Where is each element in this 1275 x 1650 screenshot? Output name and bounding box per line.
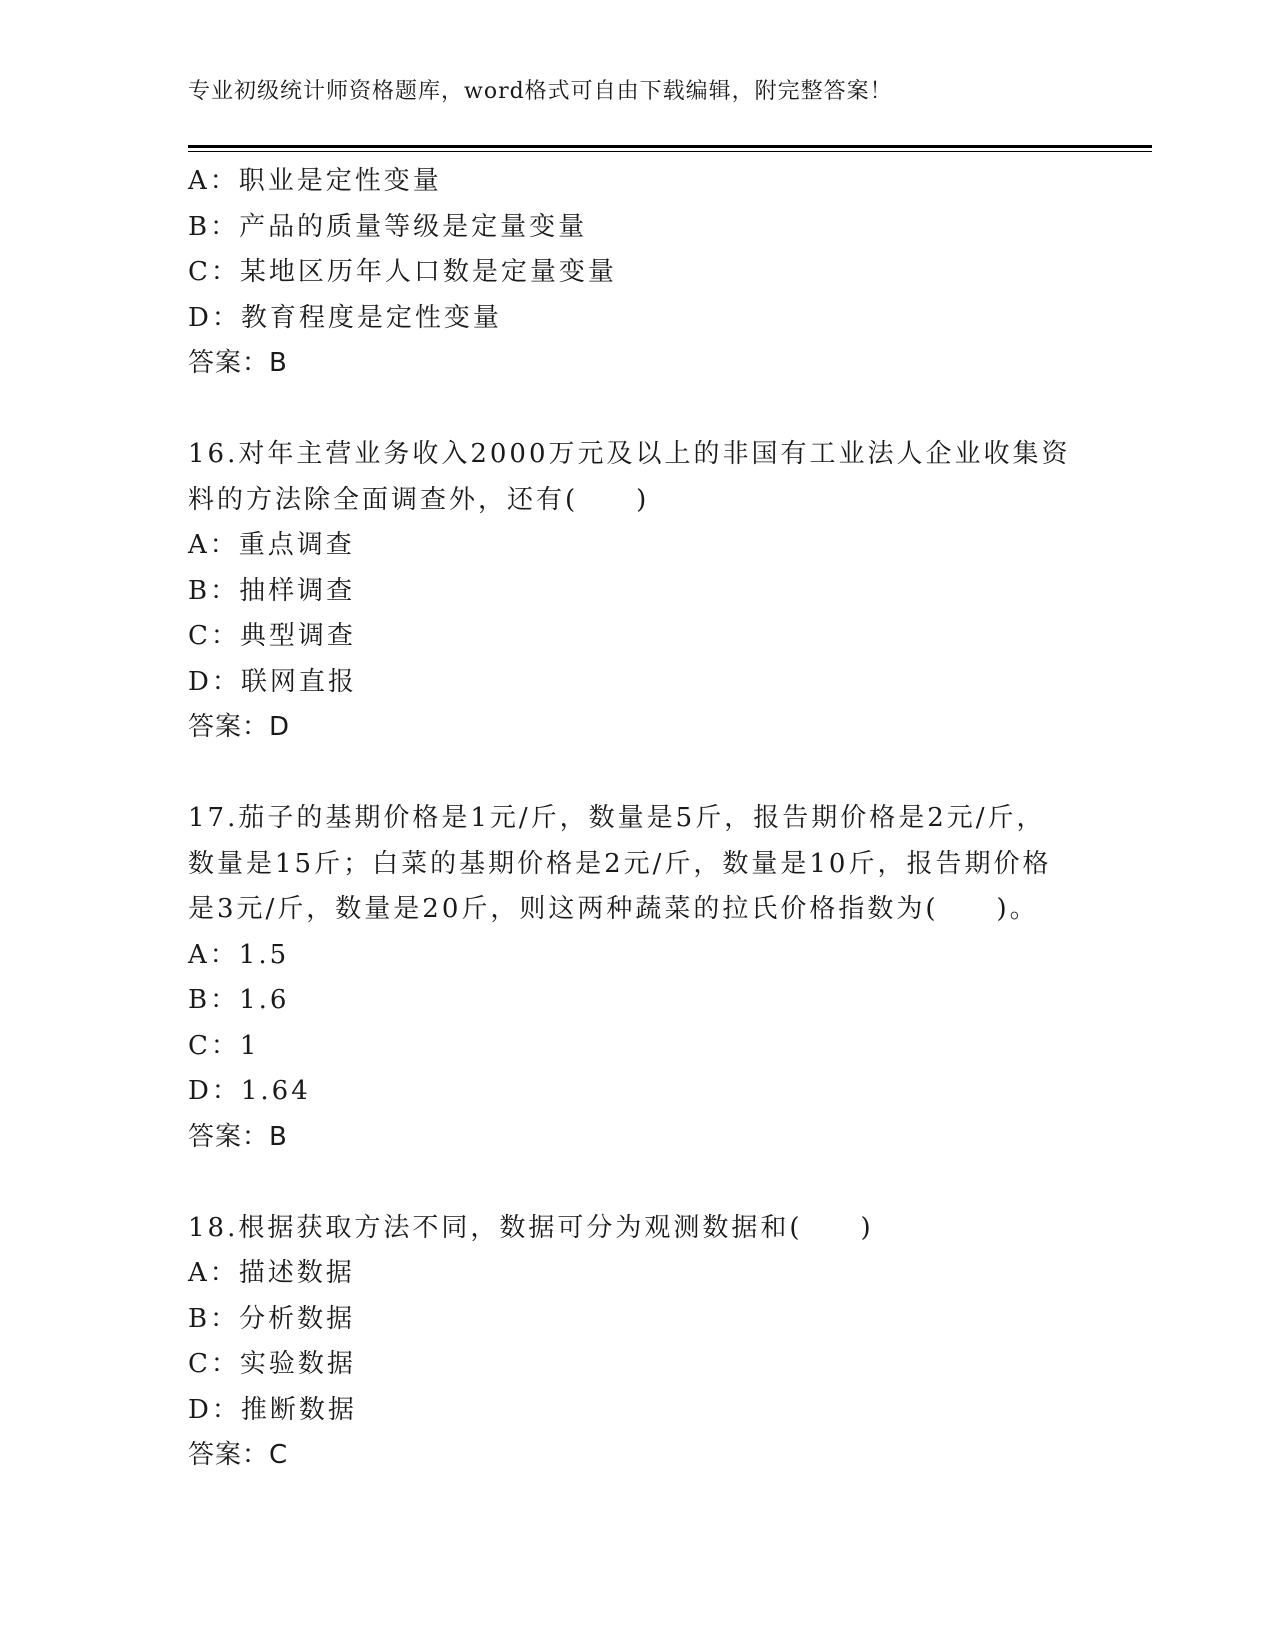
question-stem: 16.对年主营业务收入2000万元及以上的非国有工业法人企业收集资	[188, 439, 1071, 469]
spacer	[188, 751, 1088, 797]
answer: 答案：B	[188, 1121, 288, 1152]
answer: 答案：C	[188, 1440, 289, 1470]
question-stem: 18.根据获取方法不同，数据可分为观测数据和( )	[188, 1212, 874, 1243]
option-d: D：联网直报	[188, 666, 357, 697]
option-b: B：1.6	[188, 985, 290, 1015]
option-a: A：1.5	[188, 939, 290, 970]
question-15	[188, 159, 1088, 387]
question-17	[188, 796, 1088, 1160]
option-d: D：1.64	[188, 1076, 311, 1106]
answer: 答案：B	[188, 348, 288, 378]
option-c: C：实验数据	[188, 1349, 356, 1379]
header-rule-thick	[188, 145, 1152, 148]
question-16	[188, 432, 1088, 751]
option-a: A：职业是定性变量	[188, 166, 442, 196]
option-b: B：产品的质量等级是定量变量	[188, 211, 588, 242]
question-stem: 是3元/斤，数量是20斤，则这两种蔬菜的拉氏价格指数为( )。	[188, 894, 1039, 924]
header-rule-thin	[188, 151, 1152, 152]
option-c: C：1	[188, 1030, 260, 1061]
document-body	[188, 159, 1088, 1479]
answer: 答案：D	[188, 712, 291, 742]
option-d: D：推断数据	[188, 1394, 357, 1425]
spacer	[188, 1160, 1088, 1206]
question-18	[188, 1206, 1088, 1479]
option-b: B：抽样调查	[188, 575, 356, 606]
option-c: C：某地区历年人口数是定量变量	[188, 257, 617, 287]
question-stem: 17.茄子的基期价格是1元/斤，数量是5斤，报告期价格是2元/斤，	[188, 803, 1046, 833]
option-b: B：分析数据	[188, 1303, 356, 1334]
option-a: A：重点调查	[188, 530, 355, 560]
option-c: C：典型调查	[188, 621, 356, 651]
spacer	[188, 387, 1088, 433]
question-stem: 料的方法除全面调查外，还有( )	[188, 484, 650, 515]
page-header: 专业初级统计师资格题库，word格式可自由下载编辑，附完整答案！	[188, 79, 893, 104]
option-d: D：教育程度是定性变量	[188, 302, 502, 333]
question-stem: 数量是15斤；白菜的基期价格是2元/斤，数量是10斤，报告期价格	[188, 848, 1052, 879]
option-a: A：描述数据	[188, 1258, 355, 1288]
